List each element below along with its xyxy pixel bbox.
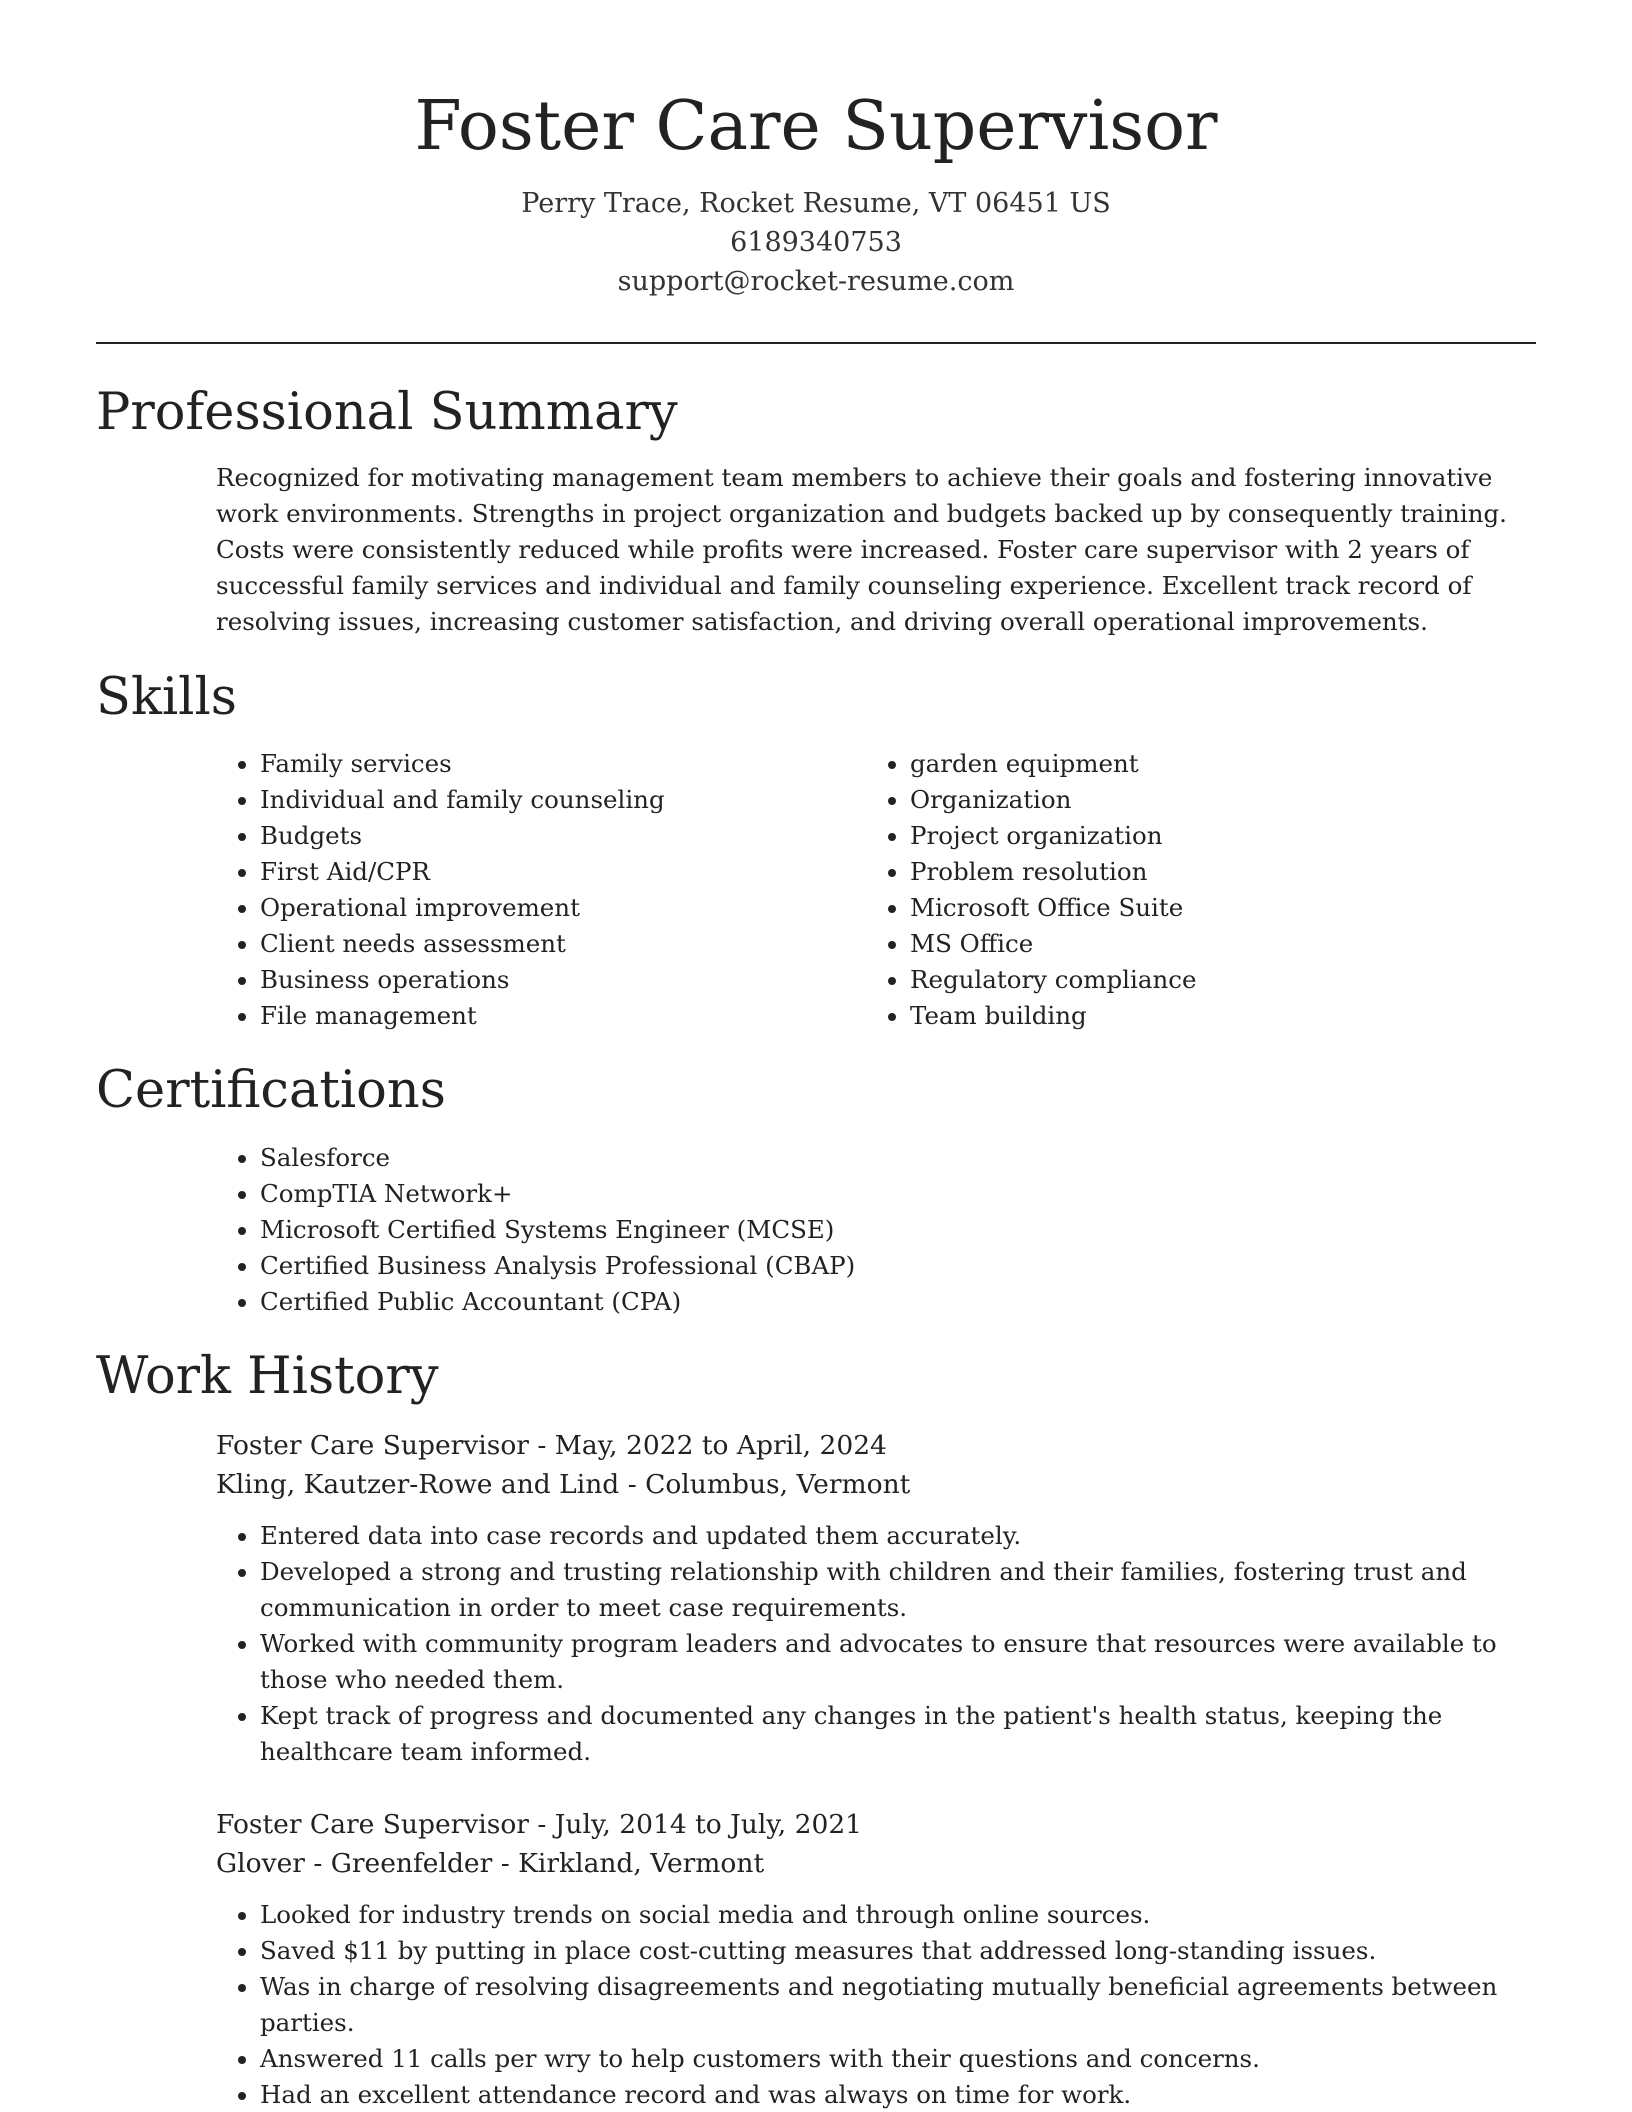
certifications-heading: Certifications xyxy=(96,1061,446,1120)
job-dates: May, 2022 to April, 2024 xyxy=(554,1430,887,1461)
job-title: Foster Care Supervisor xyxy=(216,1809,529,1840)
certification-item: • Microsoft Certified Systems Engineer (MCSE) xyxy=(260,1212,1536,1248)
skills-section xyxy=(216,746,1536,1034)
skill-item: • Business operations xyxy=(260,962,866,998)
skill-item: • First Aid/CPR xyxy=(260,854,866,890)
contact-email: support@rocket-resume.com xyxy=(617,266,1015,297)
job-bullets xyxy=(216,1897,1536,2112)
job-entry xyxy=(216,1426,1536,1770)
job-bullet: • Worked with community program leaders and advocates to ensure that resources were available to those who needed them. xyxy=(260,1626,1536,1698)
skill-item: • File management xyxy=(260,998,866,1034)
skills-list-right xyxy=(866,746,1516,1034)
job-bullet: • Entered data into case records and updated them accurately. xyxy=(260,1518,1536,1554)
job-bullet: • Had an excellent attendance record and was always on time for work. xyxy=(260,2077,1536,2112)
job-bullet: • Saved $11 by putting in place cost-cutting measures that addressed long-standing issues. xyxy=(260,1933,1536,1969)
job-dates: July, 2014 to July, 2021 xyxy=(554,1809,863,1840)
job-bullet: • Was in charge of resolving disagreements and negotiating mutually beneficial agreements between parties. xyxy=(260,1969,1536,2041)
certifications-section xyxy=(216,1140,1536,1320)
job-bullets xyxy=(216,1518,1536,1770)
work-history-heading: Work History xyxy=(96,1347,439,1406)
certifications-list xyxy=(216,1140,1536,1320)
skill-item: • Individual and family counseling xyxy=(260,782,866,818)
job-title-line: Foster Care Supervisor - May, 2022 to April, 2024 xyxy=(216,1430,887,1461)
skills-column-right xyxy=(866,746,1516,1034)
summary-text: Recognized for motivating management team members to achieve their goals and fostering innovative work environments. Strengths in project organization and budgets backed up by consequently training. Costs were consistently reduced while profits were increased. Foster care supervisor with 2 years of successful family services and individual and family counseling experience. Excellent track record of resolving issues, increasing customer satisfaction, and driving overall operational improvements. xyxy=(216,463,1507,636)
job-title-line: Foster Care Supervisor - July, 2014 to July, 2021 xyxy=(216,1809,863,1840)
resume-name: Foster Care Supervisor xyxy=(414,87,1218,166)
job-company-line: Kling, Kautzer-Rowe and Lind - Columbus, Vermont xyxy=(216,1469,911,1500)
skill-item: • MS Office xyxy=(910,926,1516,962)
job-title: Foster Care Supervisor xyxy=(216,1430,529,1461)
certification-item: • Certified Business Analysis Professional (CBAP) xyxy=(260,1248,1536,1284)
job-bullet: • Developed a strong and trusting relationship with children and their families, fostering trust and communication in order to meet case requirements. xyxy=(260,1554,1536,1626)
job-bullet: • Kept track of progress and documented any changes in the patient's health status, keeping the healthcare team informed. xyxy=(260,1698,1536,1770)
resume-header xyxy=(0,0,1632,301)
skills-column-left xyxy=(216,746,866,1034)
skill-item: • Regulatory compliance xyxy=(910,962,1516,998)
certification-item: • Salesforce xyxy=(260,1140,1536,1176)
skills-columns xyxy=(216,746,1536,1034)
skill-item: • Budgets xyxy=(260,818,866,854)
skill-item: • Problem resolution xyxy=(910,854,1516,890)
skill-item: • Project organization xyxy=(910,818,1516,854)
contact-phone: 6189340753 xyxy=(730,227,902,258)
contact-block xyxy=(0,184,1632,301)
header-divider xyxy=(96,342,1536,344)
job-company: Kling, Kautzer-Rowe and Lind xyxy=(216,1469,620,1500)
certification-item: • Certified Public Accountant (CPA) xyxy=(260,1284,1536,1320)
contact-address: Perry Trace, Rocket Resume, VT 06451 US xyxy=(521,188,1111,219)
job-company-line: Glover - Greenfelder - Kirkland, Vermont xyxy=(216,1848,765,1879)
job-entry xyxy=(216,1805,1536,2112)
job-bullet: • Looked for industry trends on social media and through online sources. xyxy=(260,1897,1536,1933)
job-bullet: • Answered 11 calls per wry to help customers with their questions and concerns. xyxy=(260,2041,1536,2077)
certification-item: • CompTIA Network+ xyxy=(260,1176,1536,1212)
job-location: Kirkland, Vermont xyxy=(518,1848,765,1879)
skill-item: • Client needs assessment xyxy=(260,926,866,962)
skill-item: • Operational improvement xyxy=(260,890,866,926)
skill-item: • Organization xyxy=(910,782,1516,818)
skills-heading: Skills xyxy=(96,668,237,727)
job-location: Columbus, Vermont xyxy=(645,1469,911,1500)
job-company: Glover - Greenfelder xyxy=(216,1848,493,1879)
skill-item: • Family services xyxy=(260,746,866,782)
skill-item: • Microsoft Office Suite xyxy=(910,890,1516,926)
skill-item: • Team building xyxy=(910,998,1516,1034)
summary-heading: Professional Summary xyxy=(96,383,678,442)
skills-list-left xyxy=(216,746,866,1034)
summary-section xyxy=(216,460,1536,640)
skill-item: • garden equipment xyxy=(910,746,1516,782)
